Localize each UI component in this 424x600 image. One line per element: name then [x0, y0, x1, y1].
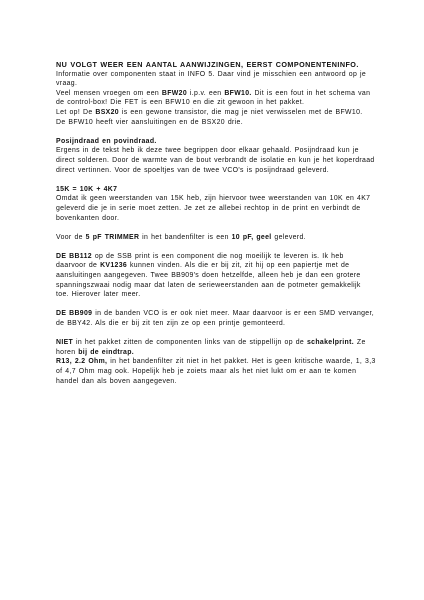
intro-text: Dit is een fout in het schema van de control-box! Die FET is een BFW10 en die zit gewoon in het pakket.	[56, 89, 371, 107]
trimmer-value: 10 pF, geel	[231, 233, 272, 241]
part-bfw10: BFW10.	[224, 89, 252, 97]
section-r13: R13, 2.2 Ohm, in het bandenfilter zit niet in het pakket. Het is geen kritische waarde, 1, 3,3 of 4,7 Ohm mag ook. Hopelijk heb je zoiets maar als het niet lukt om er aan te komen handel dan als boven aangegeven.	[56, 358, 376, 385]
intro-line-3	[56, 108, 376, 118]
section-body-resistors: Omdat ik geen weerstanden van 15K heb, zijn hiervoor twee weerstanden van 10K en 4K7 geleverd die je in serie moet zetten. Je zet ze allebei rechtop in de print en verbindt de bovenkanten door.	[56, 195, 371, 222]
section-trimmer: Voor de 5 pF TRIMMER in het bandenfilter is een 10 pF, geel geleverd.	[56, 233, 306, 241]
section-niet: NIET in het pakket zitten de componenten links van de stippellijn op de schakelprint. Ze horen bij de eindtrap.	[56, 339, 366, 356]
eindtrap-label: bij de eindtrap.	[78, 348, 135, 356]
part-bb909: DE BB909	[56, 310, 93, 318]
trimmer-label: 5 pF TRIMMER	[85, 233, 140, 241]
niet-label: NIET	[56, 339, 74, 347]
part-kv1236: KV1236	[100, 262, 128, 270]
intro-line-2	[56, 89, 376, 108]
part-bfw20: BFW20	[161, 89, 188, 97]
schakelprint-label: schakelprint.	[306, 339, 355, 347]
intro-text: Veel mensen vroegen om een	[56, 89, 162, 97]
part-bb112: DE BB112	[56, 252, 92, 260]
section-title-resistors: 15K = 10K + 4K7	[56, 185, 118, 193]
intro-line-1: Informatie over componenten staat in INFO 5. Daar vind je misschien een antwoord op je vraag.	[56, 70, 367, 88]
intro-text: is een gewone transistor, die mag je niet verwisselen met de BFW10.	[118, 108, 363, 116]
document-page	[56, 60, 376, 386]
intro-line-4: De BFW10 heeft vier aansluitingen en de BSX20 drie.	[56, 118, 243, 126]
part-r13: R13, 2.2 Ohm,	[56, 358, 108, 366]
section-title-posijndraad: Posijndraad en povindraad.	[56, 137, 157, 145]
intro-text: Let op! De	[56, 108, 96, 116]
intro-text: i.p.v. een	[187, 89, 225, 97]
section-bb112: DE BB112 op de SSB print is een component die nog moeilijk te leveren is. Ik heb daarvoor de KV1236 kunnen vinden. Als die er bij zit, zit hij op een papiertje met de aansluitingen aangegeven. Twee BB909's doen hetzelfde, alleen heb je dan een grotere spanningszwaai nodig maar dat laten de serieweerstanden aan de potmeter gemakkelijk toe. Hierover later meer.	[56, 252, 361, 299]
page-heading: NU VOLGT WEER EEN AANTAL AANWIJZINGEN, EERST COMPONENTENINFO.	[56, 60, 359, 69]
section-bb909: DE BB909 in de banden VCO is er ook niet meer. Maar daarvoor is er een SMD vervanger, de BBY42. Als die er bij zit ten zijn ze op een printje gemonteerd.	[56, 310, 375, 328]
section-body-posijndraad: Ergens in de tekst heb ik deze twee begrippen door elkaar gehaald. Posijndraad kun je direct solderen. Door de warmte van de bout verbrandt de isolatie en kun je het koperdraad direct vertinnen. Voor de spoeltjes van de twee VCO's is posijndraad geleverd.	[56, 147, 375, 174]
part-bsx20: BSX20	[95, 108, 119, 116]
